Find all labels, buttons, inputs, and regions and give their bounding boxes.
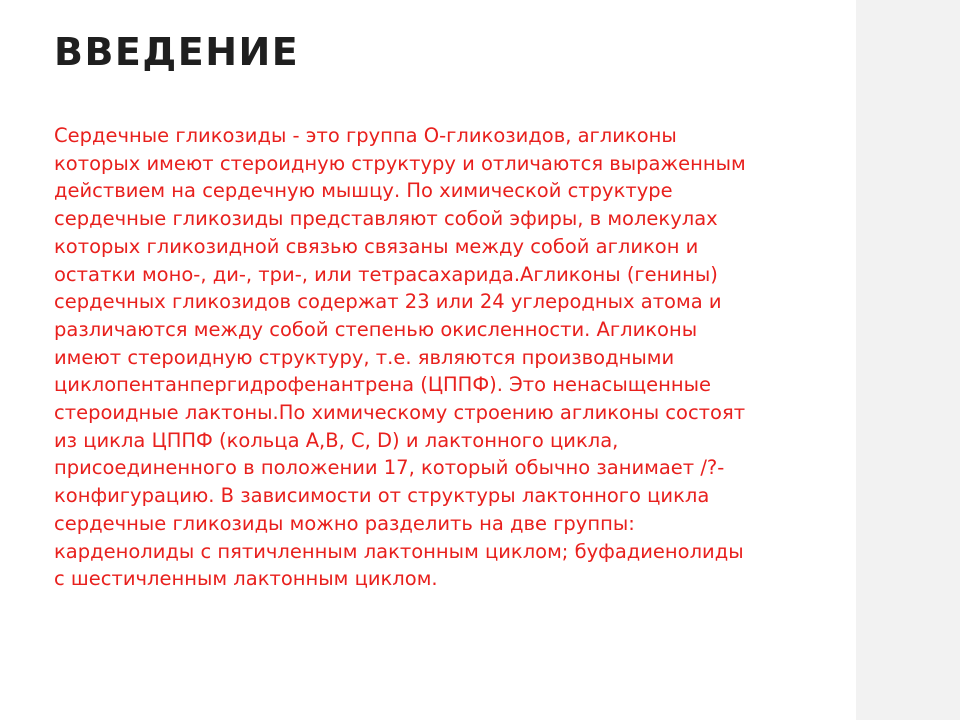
body-line: имеют стероидную структуру, т.е. являются производными <box>54 345 675 369</box>
body-line: остатки моно-, ди-, три-, или тетрасахарида.Агликоны (генины) <box>54 262 718 286</box>
slide-title: ВВЕДЕНИЕ <box>54 30 300 74</box>
body-line: которых гликозидной связью связаны между собой агликон и <box>54 234 699 258</box>
body-line: сердечные гликозиды представляют собой эфиры, в молекулах <box>54 207 718 231</box>
body-line: Сердечные гликозиды - это группа О-гликозидов, агликоны <box>54 124 677 147</box>
body-line: присоединенного в положении 17, который обычно занимает /?- <box>54 456 725 480</box>
side-panel <box>856 0 960 720</box>
body-line: которых имеют стероидную структуру и отличаются выраженным <box>54 151 746 175</box>
body-line: конфигурацию. В зависимости от структуры лактонного цикла <box>54 484 710 508</box>
body-line: циклопентанпергидрофенантрена (ЦППФ). Это ненасыщенные <box>54 373 712 397</box>
body-line: сердечные гликозиды можно разделить на две группы: <box>54 511 635 535</box>
slide-body-text <box>54 122 794 593</box>
body-line: с шестичленным лактонным циклом. <box>54 567 438 591</box>
body-line: различаются между собой степенью окисленности. Агликоны <box>54 317 698 341</box>
body-line: карденолиды с пятичленным лактонным циклом; буфадиенолиды <box>54 539 744 563</box>
body-line: сердечных гликозидов содержат 23 или 24 углеродных атома и <box>54 290 722 314</box>
body-line: действием на сердечную мышцу. По химической структуре <box>54 179 673 203</box>
body-line: стероидные лактоны.По химическому строению агликоны состоят <box>54 401 746 425</box>
body-line: из цикла ЦППФ (кольца А,В, С, D) и лактонного цикла, <box>54 428 619 452</box>
